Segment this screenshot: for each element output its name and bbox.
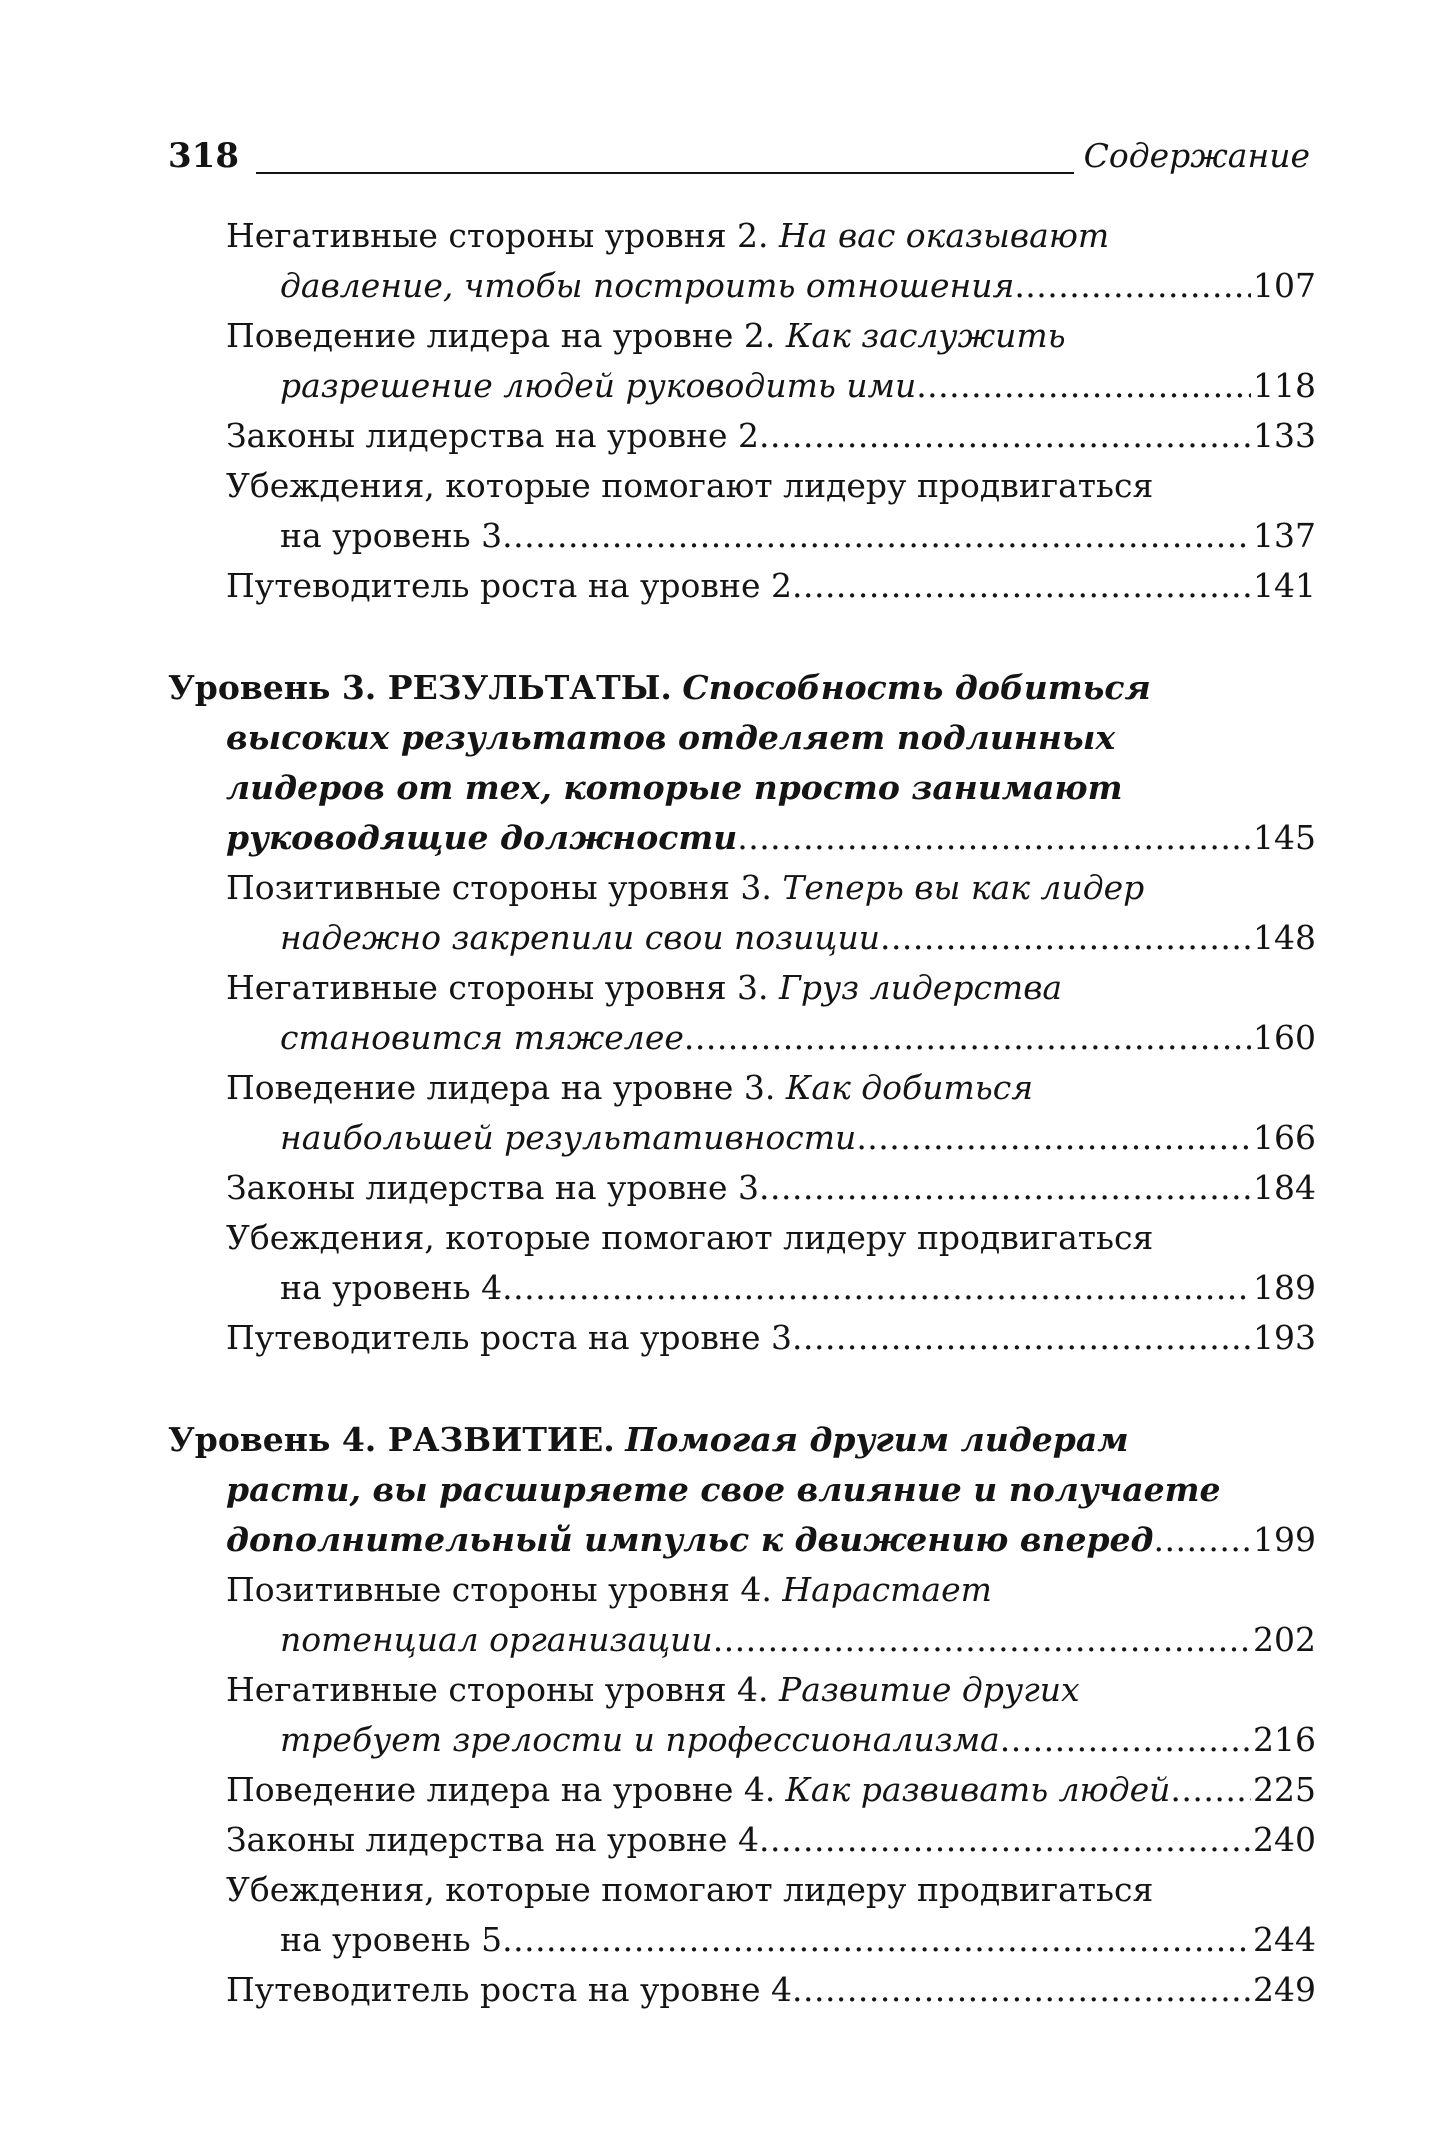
- page-ref: 249: [1253, 1970, 1316, 2009]
- leader-dots: [713, 1615, 1251, 1665]
- toc-level4-heading-line2[interactable]: расти, вы расширяете свое влияние и получаете: [226, 1470, 1221, 1509]
- page-ref: 216: [1253, 1720, 1316, 1759]
- page-ref: 118: [1253, 366, 1316, 405]
- page-ref: 133: [1253, 416, 1316, 455]
- page-ref: 193: [1253, 1318, 1316, 1357]
- running-header: [168, 128, 1310, 184]
- toc-level4-heading-line1[interactable]: Уровень 4. РАЗВИТИЕ. Помогая другим лидерам: [168, 1420, 1129, 1459]
- leader-dots: [1170, 1765, 1251, 1815]
- page-ref: 141: [1253, 566, 1316, 605]
- leader-dots: [502, 511, 1251, 561]
- toc-entry-l4-beliefs-line2[interactable]: на уровень 5 . . . 244: [280, 1915, 1316, 1965]
- page-ref: 189: [1253, 1268, 1316, 1307]
- toc-entry-l3-beliefs-line1[interactable]: Убеждения, которые помогают лидеру продвигаться: [226, 1218, 1154, 1257]
- leader-dots: [792, 1313, 1251, 1363]
- toc-entry-l2-negative-line2[interactable]: давление, чтобы построить отношения . . . 107: [280, 261, 1316, 311]
- page-ref: 137: [1253, 516, 1316, 555]
- leader-dots: [1000, 1715, 1251, 1765]
- page-ref: 184: [1253, 1168, 1316, 1207]
- leader-dots: [792, 1965, 1251, 2015]
- toc-entry-l2-beliefs-line1[interactable]: Убеждения, которые помогают лидеру продвигаться: [226, 466, 1154, 505]
- toc-entry-l2-laws[interactable]: Законы лидерства на уровне 2 . . . 133: [226, 411, 1316, 461]
- page-number: 318: [168, 136, 239, 176]
- leader-dots: [1154, 1515, 1252, 1565]
- leader-dots: [792, 561, 1251, 611]
- toc-entry-l4-positive-line1[interactable]: Позитивные стороны уровня 4. Нарастает: [226, 1570, 992, 1609]
- toc-entry-l3-positive-line1[interactable]: Позитивные стороны уровня 3. Теперь вы как лидер: [226, 868, 1145, 907]
- toc-level4-heading-line3[interactable]: дополнительный импульс к движению вперед . . . 199: [226, 1515, 1316, 1565]
- toc-entry-l2-guide[interactable]: Путеводитель роста на уровне 2 . . . 141: [226, 561, 1316, 611]
- page-ref: 148: [1253, 918, 1316, 957]
- toc-entry-l2-beliefs-line2[interactable]: на уровень 3 . . . 137: [280, 511, 1316, 561]
- page-ref: 199: [1253, 1520, 1316, 1559]
- leader-dots: [502, 1263, 1251, 1313]
- toc-entry-l4-negative-line2[interactable]: требует зрелости и профессионализма . . . 216: [280, 1715, 1316, 1765]
- toc-level3-heading-line3[interactable]: лидеров от тех, которые просто занимают: [226, 768, 1123, 807]
- toc-level3-heading-line2[interactable]: высоких результатов отделяет подлинных: [226, 718, 1116, 757]
- toc-entry-l3-laws[interactable]: Законы лидерства на уровне 3 . . . 184: [226, 1163, 1316, 1213]
- leader-dots: [880, 913, 1251, 963]
- toc-entry-l3-behavior-line2[interactable]: наибольшей результативности . . . 166: [280, 1113, 1316, 1163]
- leader-dots: [759, 1163, 1251, 1213]
- leader-dots: [502, 1915, 1251, 1965]
- leader-dots: [916, 361, 1251, 411]
- leader-dots: [1014, 261, 1251, 311]
- toc-level3-heading-line1[interactable]: Уровень 3. РЕЗУЛЬТАТЫ. Способность добиться: [168, 668, 1151, 707]
- toc-entry-l4-behavior[interactable]: Поведение лидера на уровне 4. Как развивать людей . . . 225: [226, 1765, 1316, 1815]
- leader-dots: [759, 411, 1251, 461]
- leader-dots: [759, 1815, 1251, 1865]
- page-ref: 145: [1253, 818, 1316, 857]
- toc-entry-l3-beliefs-line2[interactable]: на уровень 4 . . . 189: [280, 1263, 1316, 1313]
- page-ref: 225: [1253, 1770, 1316, 1809]
- toc-entry-l3-guide[interactable]: Путеводитель роста на уровне 3 . . . 193: [226, 1313, 1316, 1363]
- leader-dots: [856, 1113, 1251, 1163]
- toc-entry-l4-negative-line1[interactable]: Негативные стороны уровня 4. Развитие других: [226, 1670, 1080, 1709]
- page-ref: 202: [1253, 1620, 1316, 1659]
- leader-dots: [684, 1013, 1251, 1063]
- toc-entry-l3-negative-line2[interactable]: становится тяжелее . . . 160: [280, 1013, 1316, 1063]
- toc-entry-l3-positive-line2[interactable]: надежно закрепили свои позиции . . . 148: [280, 913, 1316, 963]
- toc-entry-l4-laws[interactable]: Законы лидерства на уровне 4 . . . 240: [226, 1815, 1316, 1865]
- toc-entry-l4-positive-line2[interactable]: потенциал организации . . . 202: [280, 1615, 1316, 1665]
- page-ref: 166: [1253, 1118, 1316, 1157]
- header-rule: [256, 172, 1074, 174]
- page-ref: 107: [1253, 266, 1316, 305]
- toc-entry-l2-behavior-line2[interactable]: разрешение людей руководить ими . . . 118: [280, 361, 1316, 411]
- page-ref: 244: [1253, 1920, 1316, 1959]
- toc-entry-l3-negative-line1[interactable]: Негативные стороны уровня 3. Груз лидерства: [226, 968, 1063, 1007]
- toc-level3-heading-line4[interactable]: руководящие должности . . . 145: [226, 813, 1316, 863]
- leader-dots: [737, 813, 1251, 863]
- toc-entry-l4-guide[interactable]: Путеводитель роста на уровне 4 . . . 249: [226, 1965, 1316, 2015]
- toc-entry-l3-behavior-line1[interactable]: Поведение лидера на уровне 3. Как добиться: [226, 1068, 1034, 1107]
- page-ref: 160: [1253, 1018, 1316, 1057]
- toc-entry-l2-behavior-line1[interactable]: Поведение лидера на уровне 2. Как заслужить: [226, 316, 1066, 355]
- toc-entry-l4-beliefs-line1[interactable]: Убеждения, которые помогают лидеру продвигаться: [226, 1870, 1154, 1909]
- running-head-title: Содержание: [1083, 136, 1310, 175]
- toc-entry-l2-negative-line1[interactable]: Негативные стороны уровня 2. На вас оказывают: [226, 216, 1110, 255]
- page-ref: 240: [1253, 1820, 1316, 1859]
